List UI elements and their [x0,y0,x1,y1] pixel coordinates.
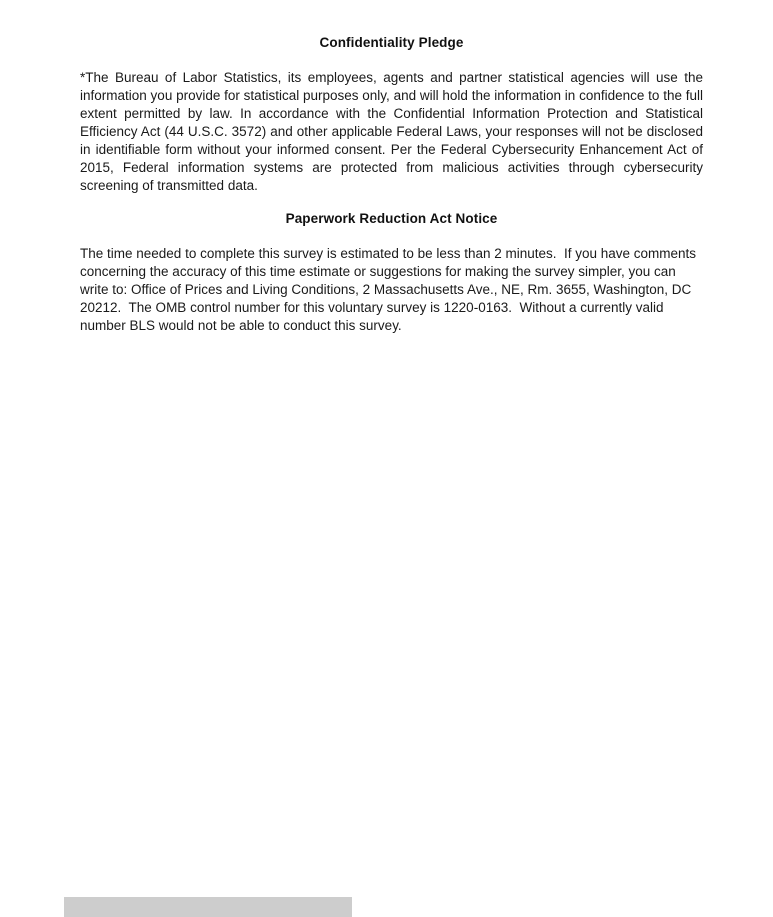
section-heading-paperwork-reduction-act: Paperwork Reduction Act Notice [285,211,498,226]
paragraph-confidentiality-pledge: *The Bureau of Labor Statistics, its employees, agents and partner statistical agencies will use the information you provide for statistical purposes only, and will hold the information in confidence to the full extent permitted by law. In accordance with the Confidential Information Protection and Statistical Efficiency Act (44 U.S.C. 3572) and other applicable Federal Laws, your responses will not be disclosed in identifiable form without your informed consent. Per the Federal Cybersecurity Enhancement Act of 2015, Federal information systems are protected from malicious activities through cybersecurity screening of transmitted data. [80,70,707,193]
section-heading-confidentiality-pledge: Confidentiality Pledge [319,35,464,50]
paragraph-paperwork-reduction-act: The time needed to complete this survey is estimated to be less than 2 minutes. If you have comments concerning the accuracy of this time estimate or suggestions for making the survey simpler, you can write to: Office of Prices and Living Conditions, 2 Massachusetts Ave., NE, Rm. 3655, Washington, DC 20212. The OMB control number for this voluntary survey is 1220-0163. Without a currently valid number BLS would not be able to conduct this survey. [80,246,700,333]
page-bottom-scan-artifact [64,897,352,917]
document-content [80,0,707,335]
